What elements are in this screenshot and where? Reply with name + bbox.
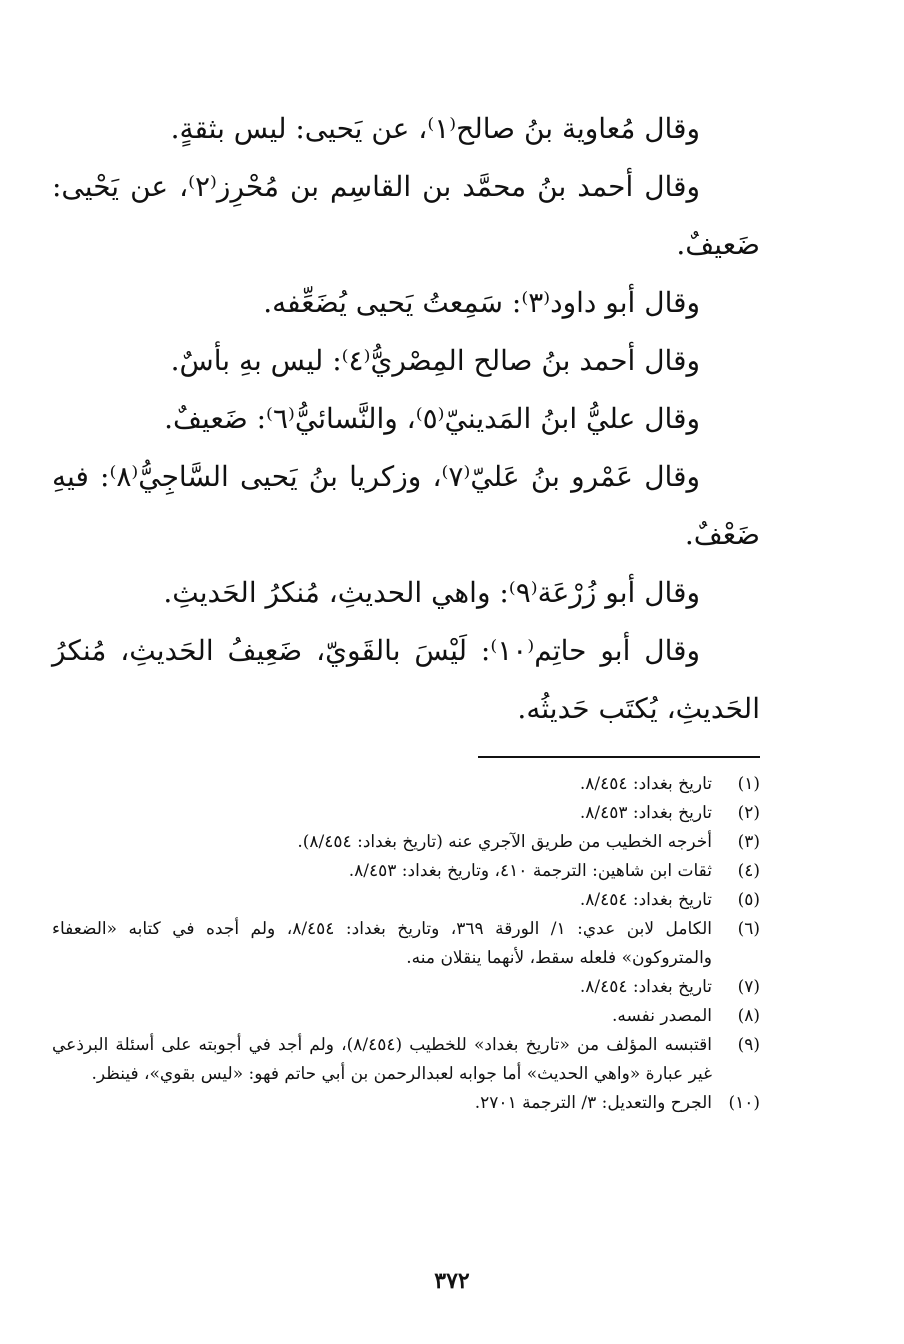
paragraph: وقال أحمد بنُ محمَّد بن القاسِم بن مُحْرِز⁽٢⁾، عن يَحْيى: ضَعيفٌ. bbox=[52, 170, 760, 261]
footnote-number: (٢) bbox=[737, 803, 760, 823]
footnote-number: (٣) bbox=[737, 832, 760, 852]
footnote bbox=[52, 799, 760, 828]
footnote bbox=[52, 886, 760, 915]
footnote-text: تاريخ بغداد: ٨/٤٥٣. bbox=[579, 803, 712, 823]
footnote bbox=[52, 1089, 760, 1118]
book-page bbox=[52, 100, 760, 1300]
main-text bbox=[52, 100, 760, 738]
footnote-text: المصدر نفسه. bbox=[611, 1006, 712, 1026]
footnote-number: (٤) bbox=[737, 861, 760, 881]
footnote bbox=[52, 915, 760, 973]
footnote-text: الكامل لابن عدي: ١/ الورقة ٣٦٩، وتاريخ بغداد: ٨/٤٥٤، ولم أجده في كتابه «الضعفاء والمتروكون» فلعله سقط، لأنهما ينقلان منه. bbox=[52, 919, 712, 968]
footnote-text: الجرح والتعديل: ٣/ الترجمة ٢٧٠١. bbox=[474, 1093, 712, 1113]
footnote-number: (١٠) bbox=[728, 1093, 760, 1113]
footnote bbox=[52, 973, 760, 1002]
footnote-text: تاريخ بغداد: ٨/٤٥٤. bbox=[579, 774, 712, 794]
footnote bbox=[52, 770, 760, 799]
footnote-text: تاريخ بغداد: ٨/٤٥٤. bbox=[579, 977, 712, 997]
paragraph: وقال أبو حاتِم⁽١٠⁾: لَيْسَ بالقَويّ، ضَعِيفُ الحَديثِ، مُنكرُ الحَديثِ، يُكتَب حَديثُه. bbox=[52, 634, 760, 725]
footnote-text: ثقات ابن شاهين: الترجمة ٤١٠، وتاريخ بغداد: ٨/٤٥٣. bbox=[348, 861, 712, 881]
footnote bbox=[52, 1031, 760, 1089]
paragraph: وقال أحمد بنُ صالح المِصْريُّ⁽٤⁾: ليس بهِ بأسٌ. bbox=[170, 344, 700, 377]
footnote bbox=[52, 857, 760, 886]
footnote bbox=[52, 1002, 760, 1031]
paragraph: وقال أبو داود⁽٣⁾: سَمِعتُ يَحيى يُضَعِّفه. bbox=[263, 286, 700, 319]
footnote-text: أخرجه الخطيب من طريق الآجري عنه (تاريخ بغداد: ٨/٤٥٤). bbox=[297, 832, 712, 852]
footnote-number: (٨) bbox=[737, 1006, 760, 1026]
footnotes bbox=[52, 770, 760, 1118]
footnote-number: (٥) bbox=[737, 890, 760, 910]
footnote-text: تاريخ بغداد: ٨/٤٥٤. bbox=[579, 890, 712, 910]
footnote-text: اقتبسه المؤلف من «تاريخ بغداد» للخطيب (٨/٤٥٤)، ولم أجد في أجوبته على أسئلة البرذعي غير عبارة «واهي الحديث» أما جوابه لعبدالرحمن بن أبي حاتم فهو: «ليس بقوي»، فينظر. bbox=[52, 1035, 713, 1084]
footnote-separator bbox=[478, 756, 760, 758]
paragraph: وقال أبو زُرْعَة⁽٩⁾: واهي الحديثِ، مُنكرُ الحَديثِ. bbox=[163, 576, 700, 609]
footnote-number: (١) bbox=[737, 774, 760, 794]
paragraph: وقال مُعاوية بنُ صالح⁽١⁾، عن يَحيى: ليس بثقةٍ. bbox=[170, 112, 700, 145]
page-number: ٣٧٢ bbox=[434, 1268, 470, 1294]
footnote-number: (٦) bbox=[737, 919, 760, 939]
footnote-number: (٧) bbox=[737, 977, 760, 997]
paragraph: وقال عَمْرو بنُ عَليّ⁽٧⁾، وزكريا بنُ يَحيى السَّاجِيُّ⁽٨⁾: فيهِ ضَعْفٌ. bbox=[52, 460, 760, 551]
footnote bbox=[52, 828, 760, 857]
paragraph: وقال عليُّ ابنُ المَدينيّ⁽٥⁾، والنَّسائيُّ⁽٦⁾: ضَعيفٌ. bbox=[164, 402, 700, 435]
footnote-number: (٩) bbox=[737, 1035, 760, 1055]
